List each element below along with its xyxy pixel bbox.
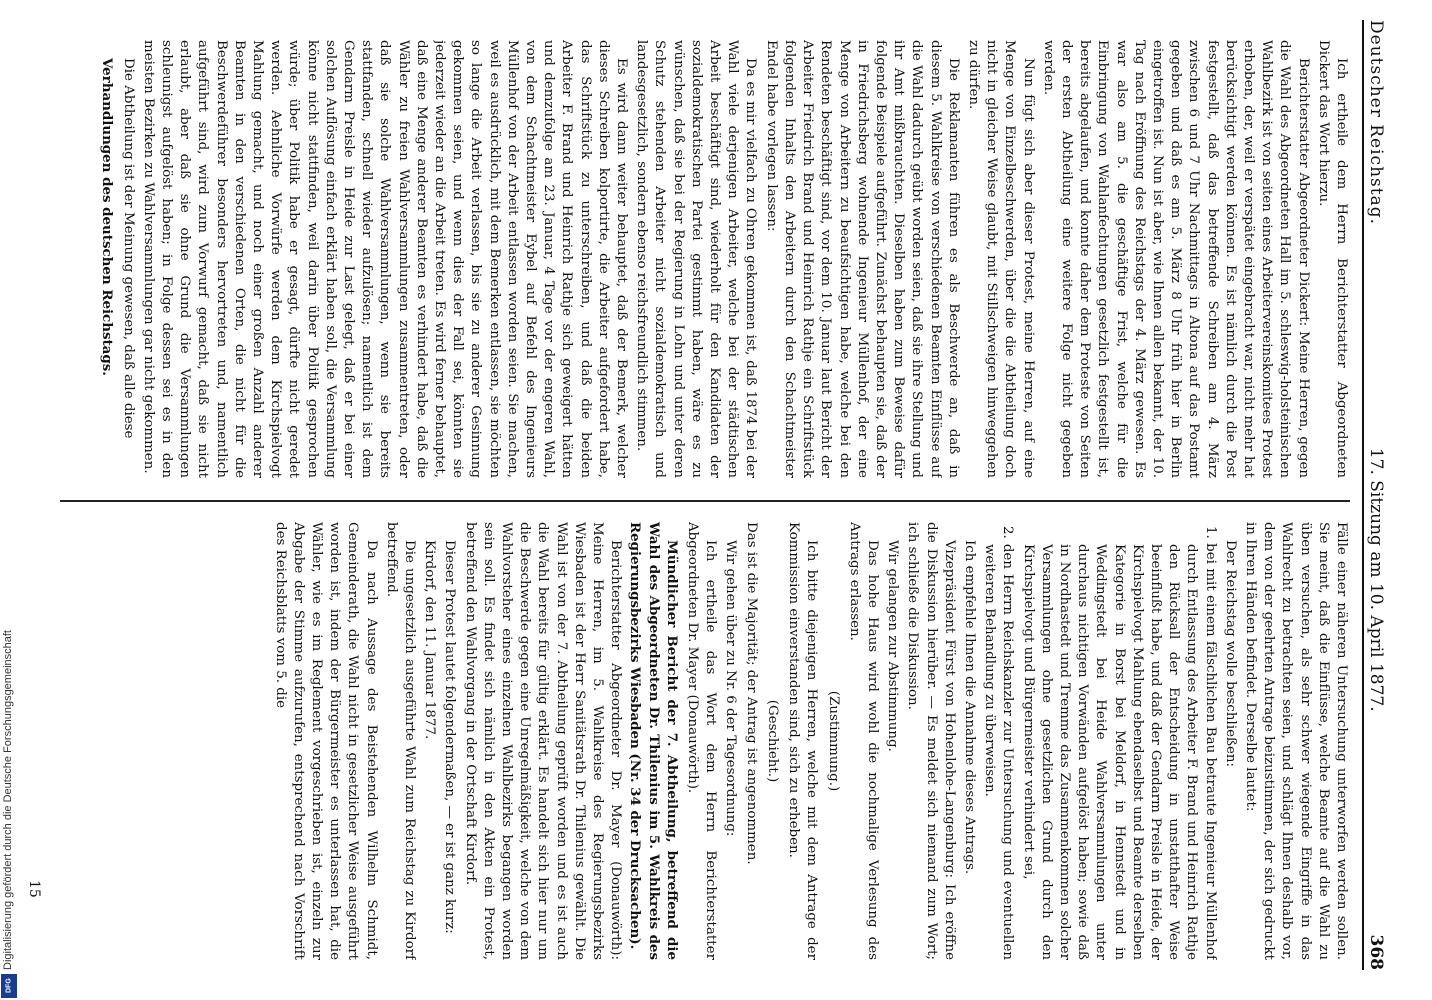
- paragraph: Die ungesetzlich ausgeführte Wahl zum Reichstag zu Kirdorf betreffend.: [383, 522, 418, 960]
- paragraph: Kirdorf, den 11. Januar 1877.: [422, 540, 438, 740]
- session-info: 17. Sitzung am 10. April 1877.: [1366, 447, 1386, 712]
- paragraph: Berichterstatter Abgeordneter Dr. Mayer (Donauwörth): Meine Herren, im 5. Wahlkreise des Regierungsbezirks Wiesbaden ist der Herr Sanitätsrath Dr. Thilenius gewählt. Die Wahl ist von der 7. Abtheilung geprüft worden und es ist auch die Wahl bereits für gültig erklärt. Es handelt sich hier nur um die Beschwerde gegen eine Unregelmäßigkeit, welche von dem Wahlvorsteher eines einzelnen Wahlbezirks begangen worden sein soll. Es findet sich nämlich in den Akten ein Protest, betreffend den Wahlvorgang in der Ortschaft Kirdorf.: [462, 522, 624, 960]
- paragraph: Vizepräsident Fürst von Hohenlohe-Langenburg: Ich eröffne die Diskussion hierüber. — Es meldet sich niemand zum Wort; ich schließe die Diskussion.: [905, 522, 957, 960]
- left-column: [60, 40, 1350, 478]
- paragraph: (Zustimmung.): [825, 690, 841, 792]
- journal-title: Deutscher Reichstag.: [1366, 20, 1386, 225]
- digitization-note: Digitalisierung gefördert durch die Deutsche Forschungsgemeinschaft: [2, 630, 14, 970]
- list-item: 1. bei mit einem fälschlichen Bau betraute Ingenieur Müllenhof durch Entlassung des Arbeiter F. Brand und Heinrich Rathje den Rücksall der Entscheidung in unstatthafter Weise beeinflußt habe, und daß der Gendarm Preisle in Heide, der Kirchspielvogt Mahlung ebendaselbst und Beamte derselben Kategorie in Borst bei Meldorf, in Hennstedt und in Weddingstedt bei Heide Wahlversammlungen unter durchaus nichtigen Vorwänden aufgelöst haben; sowie daß in Nordhastedt und Tremme das Zusammenkommen solcher Versammlungen ohne gesetzlichen Grund durch den Kirchspielvogt und Bürgermeister verhindert sei,: [1020, 526, 1218, 960]
- paragraph: Es wird dann weiter behauptet, daß der Bemerk, welcher dieses Schreiben kolportirte, die Arbeiter aufgefordert habe, das Schriftstück zu unterschreiben, und daß die beiden Arbeiter F. Brand und Heinrich Rathje sich geweigert hätten und demzufolge am 23. Januar, 4 Tage vor der engeren Wahl, von dem Schachtmeister Eybel auf Befehl des Ingenieurs Müllenhof von der Arbeit entlassen worden seien. Sie machen, weil es ausdrücklich, mit dem Bemerken entlassen, sie möchten so lange die Arbeit verlassen, bis sie zu anderer Gesinnung gekommen seien, und wenn dies der Fall sei, könnten sie jederzeit wieder an die Arbeit treten. Es wird ferner behauptet, daß eine Menge anderer Beamten es verhindert habe, daß die Wähler zu freien Wahlversammlungen zusammentreten, oder daß sie solche Wahlversammlungen, wenn sie bereits stattfanden, schnell wieder aufzulösen; namentlich ist dem Gendarm Preisle in Heide zur Last gelegt, daß er bei einer solchen Auflösung einfach erklärt haben soll, die Versammlung könne nicht stattfinden, weil darin über Politik gesprochen würde; über Politik habe er gesagt, dürfte nicht geredet werden. Aehnliche Vorwürfe werden dem Kirchspielvogt Mahlung gemacht, und noch einer großen Anzahl anderer Beamten in den verschiedenen Orten, die nicht für die Beschwerdeführer besonders hervortreten und, namentlich aufgeführt sind, wird zum Vorwurf gemacht, daß sie nicht erlaubt, aber daß sie ohne Grund die Versammlungen schleunigst aufgelöst haben; in Folge dessen sei es in den meisten Bezirken zu Wahlversammlungen gar nicht gekommen.: [140, 40, 630, 478]
- paragraph: (Geschieht.): [764, 699, 780, 783]
- right-column: [60, 522, 1350, 960]
- paragraph: Ich ertheile dem Herrn Berichterstatter Abgeordneten Dickert das Wort hierzu.: [1315, 40, 1349, 478]
- paragraph: Mündlicher Bericht der 7. Abtheilung, betreffend die Wahl des Abgeordneten Dr. Thilenius im 5. Wahlkreis des Regierungsbezirks Wiesbaden (Nr. 34 der Drucksachen).: [627, 522, 680, 960]
- paragraph: Berichterstatter Abgeordneter Dickert: Meine Herren, gegen die Wahl des Abgeordneten Hall im 5. schleswig-holsteinischen Wahlbezirk ist von seiten eines Arbeitervereinskomitees Protest erhoben, der, weil er verspätet eingebracht war, nicht mehr hat berücksichtigt werden können. Es ist nämlich durch die Post festgestellt, daß das betreffende Schreiben am 4. März zwischen 6 und 7 Uhr Nachmittags in Altona auf das Postamt gegeben und daß es am 5. März 8 Uhr früh hier in Berlin eingetroffen ist. Nun ist aber, wie Ihnen allen bekannt, der 10. Tag nach Eröffnung des Reichstags der 4. März gewesen. Es war also am 5. die geschäftige Frist, welche für die Einbringung von Wahlanfechtungen gesetzlich festgestellt ist, bereits abgelaufen, und konnte daher dem Proteste von Seiten der ersten Abtheilung eine weitere Folge nicht gegeben werden.: [1040, 40, 1311, 478]
- paragraph: Verhandlungen des deutschen Reichstags.: [99, 58, 116, 376]
- footer-page-mark: 15: [26, 880, 42, 898]
- paragraph: Ich ertheile das Wort dem Herrn Berichterstatter Abgeordneten Dr. Mayer (Donauwörth).: [685, 522, 719, 960]
- page-header: [1362, 20, 1396, 970]
- dfg-logo-icon: DFG: [1, 974, 17, 998]
- paragraph: Die Reklamanten führen es als Beschwerde an, daß in diesem 5. Wahlkreise von verschiedenen Beamten Einflüsse auf die Wahl dadurch geübt worden seien, daß sie ihre Stellung und ihr Amt mißbrauchten. Dieselben haben zum Beweise dafür folgende Beispiele aufgeführt. Zunächst behaupten sie, daß der in Friedrichsberg wohnende Ingenieur Müllenhof, der eine Menge von Arbeitern zu beaufsichtigen habe, welche bei den Rendeten beschäftigt sind, vor dem 10. Januar laut Bericht der Arbeiter Friedrich Brand und Heinrich Rathje ein Schriftstück folgenden Inhalts den Arbeitern durch den Schachtmeister Endel habe vorlegen lassen:: [763, 40, 961, 478]
- paragraph: Die Abtheilung ist der Meinung gewesen, daß alle diese: [120, 58, 136, 439]
- list-item: 2. den Herrn Reichskanzler zur Untersuchung und eventuellen weiteren Behandlung zu überweisen.: [982, 526, 1016, 960]
- paragraph: Dieser Protest lautet folgendermaßen, — er ist ganz kurz:: [442, 540, 458, 934]
- paragraph: Das ist die Majorität; der Antrag ist angenommen.: [743, 522, 759, 865]
- digitization-sidebar: [0, 0, 20, 1000]
- page-number: 368: [1366, 934, 1386, 970]
- paragraph: Wir gelangen zur Abstimmung.: [885, 540, 901, 752]
- paragraph: Da es mir vielfach zu Ohren gekommen ist, daß 1874 bei der Wahl viele derjenigen Arbeiter, welche bei der städtischen Arbeit beschäftigt sind, wiederholt für den Kandidaten der sozialdemokratischen Partei gestimmt haben, wäre es zu wünschen, daß sie bei der Regierung in Lohn und unter deren Schutz stehenden Arbeiter nicht sozialdemokratisch und landesgesetzlich, sondern ebenso reichsfreundlich stimmen.: [634, 40, 759, 478]
- paragraph: Der Reichstag wolle beschließen:: [1222, 540, 1238, 768]
- paragraph: Wir gehen über zu Nr. 6 der Tagesordnung:: [723, 540, 739, 837]
- paragraph: Ich bitte diejenigen Herren, welche mit dem Antrage der Kommission einverstanden sind, sich zu erheben.: [786, 522, 820, 960]
- column-divider: [60, 500, 1350, 502]
- paragraph: Ich empfehle Ihnen die Annahme dieses Antrags.: [961, 540, 977, 875]
- paragraph: Fälle einer näheren Untersuchung unterworfen werden sollen. Sie meint, daß die Einflüsse, welche Beamte auf die Wahl zu üben versuchen, als sehr schwer wiegende Eingriffe in das Wahlrecht zu betrachten seien, und schlägt Ihnen deshalb vor, dem von der geehrten Antrage beizustimmen, der sich gedruckt in Ihren Händen befindet. Derselbe lautet:: [1242, 522, 1349, 960]
- paragraph: Das hohe Haus wird wohl die nochmalige Verlesung des Antrags erlassen.: [846, 522, 880, 960]
- paragraph: Nun fügt sich aber dieser Protest, meine Herren, auf eine Menge von Einzelbeschwerden, über die die Abtheilung doch nicht in gleicher Weise glaubt, mit Stillschweigen hinweggehen zu dürfen.: [965, 40, 1036, 478]
- paragraph: Da nach Aussage des Beistehenden Wilhelm Schmidt, Gemeinderath, die Wahl nicht in gesetzlicher Weise ausgeführt worden ist, indem der Bürgermeister es unterlassen hat, die Wähler, wie es im Reglement vorgeschrieben ist, einzeln zur Abgabe der Stimme aufzurufen, entsprechend nach Vorschrift des Reichsblatts vom 5. die: [272, 522, 379, 960]
